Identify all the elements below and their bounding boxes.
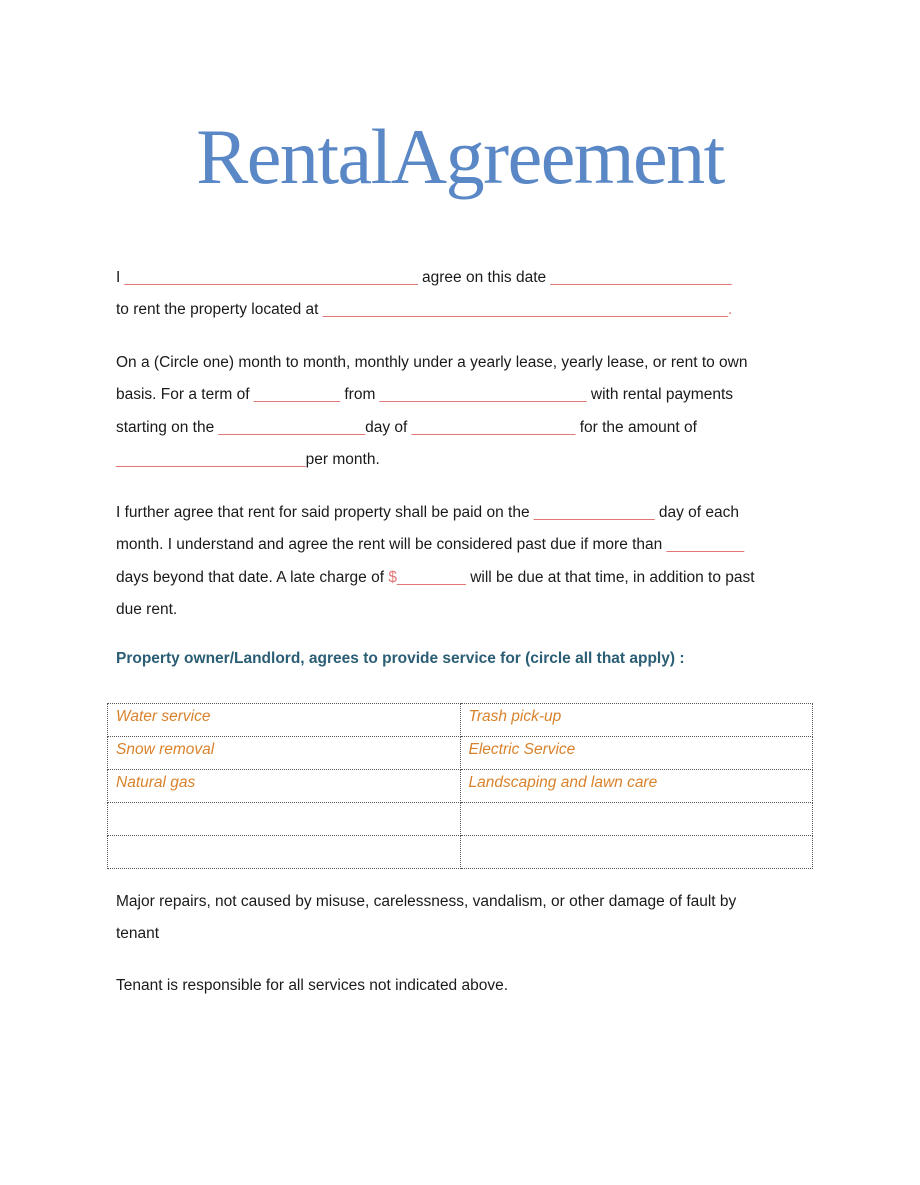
services-table <box>107 703 813 869</box>
paragraph-tenant-responsibility <box>116 970 816 1002</box>
text-line <box>116 497 816 529</box>
grace-days-blank[interactable]: _________ <box>666 536 745 554</box>
service-cell[interactable]: Natural gas <box>108 770 461 803</box>
agreement-date-blank[interactable]: _____________________ <box>550 269 732 286</box>
text-line <box>116 294 816 326</box>
text-line <box>116 412 816 444</box>
text-line <box>116 562 816 594</box>
service-cell[interactable] <box>460 836 813 869</box>
text-fragment: month. I understand and agree the rent will be considered past due if more than <box>116 536 667 554</box>
service-cell[interactable] <box>108 836 461 869</box>
text-line: Major repairs, not caused by misuse, carelessness, vandalism, or other damage of fault by <box>116 893 737 910</box>
text-fragment: days beyond that date. A late charge of <box>116 568 389 586</box>
service-cell[interactable]: Snow removal <box>108 737 461 770</box>
service-cell[interactable]: Landscaping and lawn care <box>460 770 813 803</box>
page-title: RentalAgreement <box>196 113 724 200</box>
text-fragment: I further agree that rent for said property shall be paid on the <box>116 504 534 521</box>
text-line: Tenant is responsible for all services not indicated above. <box>116 977 509 994</box>
text-fragment: basis. For a term of <box>116 386 254 404</box>
service-cell[interactable]: Water service <box>108 704 461 737</box>
text-fragment: I <box>116 269 125 286</box>
service-row <box>108 836 813 869</box>
service-row <box>108 704 813 737</box>
text-fragment: day of each <box>654 504 740 521</box>
service-cell[interactable]: Trash pick-up <box>460 704 813 737</box>
text-fragment: day of <box>365 418 412 436</box>
service-cell[interactable] <box>460 803 813 836</box>
paragraph-tenant-agreement <box>116 262 816 327</box>
services-heading: Property owner/Landlord, agrees to provide service for (circle all that apply) : <box>116 650 685 667</box>
text-line <box>116 529 816 561</box>
text-fragment: to rent the property located at <box>116 301 323 319</box>
text-fragment: agree on this date <box>417 269 551 286</box>
text-fragment: will be due at that time, in addition to past <box>465 568 755 586</box>
rent-amount-blank[interactable]: ______________________ <box>116 451 306 469</box>
paragraph-major-repairs <box>116 886 816 951</box>
text-line: tenant <box>116 925 160 943</box>
text-fragment: starting on the <box>116 418 219 436</box>
late-charge-blank[interactable]: $________ <box>388 568 466 586</box>
text-fragment: per month. <box>305 451 380 469</box>
text-line <box>116 379 816 411</box>
service-cell[interactable] <box>108 803 461 836</box>
text-line <box>116 262 816 294</box>
payment-day-blank[interactable]: _________________ <box>218 418 366 436</box>
due-day-blank[interactable]: ______________ <box>533 504 655 521</box>
property-address-blank[interactable]: _______________________________________________. <box>322 301 733 319</box>
term-start-blank[interactable]: ________________________ <box>379 386 587 404</box>
text-fragment: with rental payments <box>586 386 734 404</box>
text-line <box>116 444 816 476</box>
paragraph-lease-terms <box>116 347 816 477</box>
text-line: On a (Circle one) month to month, monthly under a yearly lease, yearly lease, or rent to own <box>116 354 748 371</box>
text-line: due rent. <box>116 601 178 619</box>
tenant-name-blank[interactable]: __________________________________ <box>124 269 418 286</box>
service-cell[interactable]: Electric Service <box>460 737 813 770</box>
paragraph-payment-terms <box>116 497 816 627</box>
service-row <box>108 770 813 803</box>
service-row <box>108 803 813 836</box>
text-fragment: from <box>340 386 380 404</box>
service-row <box>108 737 813 770</box>
term-length-blank[interactable]: __________ <box>253 386 341 404</box>
payment-month-blank[interactable]: ___________________ <box>411 418 576 436</box>
text-fragment: for the amount of <box>575 418 697 436</box>
